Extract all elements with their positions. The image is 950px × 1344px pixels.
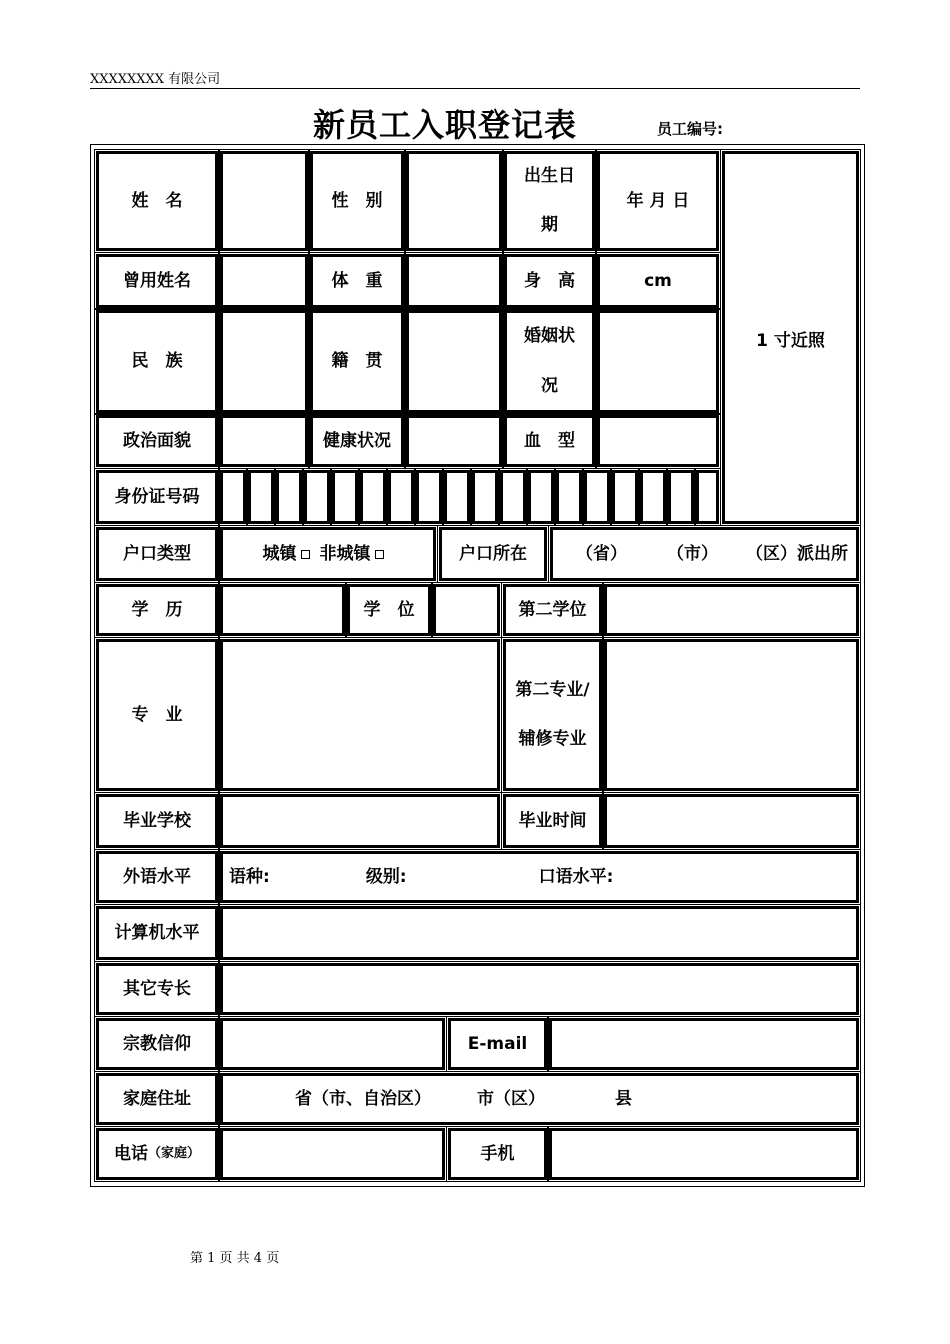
input-name[interactable] — [220, 151, 308, 251]
label-computer: 计算机水平 — [96, 906, 218, 960]
label-native-place: 籍 贯 — [310, 310, 404, 413]
label-other-skills: 其它专长 — [96, 963, 218, 1015]
label-grad-time: 毕业时间 — [503, 794, 602, 848]
id-digit-cell[interactable] — [472, 470, 498, 524]
label-email: E-mail — [448, 1018, 547, 1070]
company-name: XXXXXXXX 有限公司 — [90, 72, 221, 87]
label-height: 身 高 — [504, 254, 595, 308]
input-other-skills[interactable] — [220, 963, 859, 1015]
hukou-province: （省） — [576, 543, 627, 564]
id-digit-cell[interactable] — [584, 470, 610, 524]
employee-no-label: 员工编号: — [657, 120, 723, 138]
home-phone-text: 电话 — [113, 1143, 148, 1164]
label-former-name: 曾用姓名 — [96, 254, 218, 308]
label-second-major: 第二专业/辅修专业 — [503, 639, 602, 791]
label-mobile: 手机 — [448, 1128, 547, 1180]
input-computer[interactable] — [220, 906, 859, 960]
id-digit-cell[interactable] — [360, 470, 386, 524]
id-digit-cell[interactable] — [220, 470, 246, 524]
addr-county: 县 — [615, 1088, 632, 1109]
input-political[interactable] — [220, 415, 308, 467]
id-digit-cell[interactable] — [444, 470, 470, 524]
label-blood: 血 型 — [504, 415, 595, 467]
label-id-number: 身份证号码 — [96, 470, 218, 524]
label-home-address: 家庭住址 — [96, 1073, 218, 1125]
page-footer: 第 1 页 共 4 页 — [190, 1251, 280, 1266]
label-ethnicity: 民 族 — [96, 310, 218, 413]
label-name: 姓 名 — [96, 151, 218, 251]
form-title: 新员工入职登记表 — [313, 106, 578, 144]
label-major: 专 业 — [96, 639, 218, 791]
id-digit-cell[interactable] — [612, 470, 638, 524]
input-former-name[interactable] — [220, 254, 308, 308]
id-digit-cell[interactable] — [640, 470, 666, 524]
label-religion: 宗教信仰 — [96, 1018, 218, 1070]
lang-level-label: 级别: — [365, 866, 407, 887]
input-grad-time[interactable] — [604, 794, 859, 848]
oral-level-label: 口语水平: — [538, 866, 614, 887]
input-home-address[interactable] — [220, 1073, 859, 1125]
photo-box[interactable]: 1 寸近照 — [722, 151, 859, 524]
input-height[interactable]: cm — [597, 254, 719, 308]
checkbox-rural[interactable] — [375, 550, 384, 559]
input-blood[interactable] — [597, 415, 719, 467]
label-weight: 体 重 — [310, 254, 404, 308]
home-phone-note: （家庭） — [147, 1145, 200, 1161]
input-major[interactable] — [220, 639, 500, 791]
id-digit-cell[interactable] — [500, 470, 526, 524]
id-digit-cell[interactable] — [696, 470, 719, 524]
checkbox-urban[interactable] — [301, 550, 310, 559]
input-marital[interactable] — [597, 310, 719, 413]
label-gender: 性 别 — [310, 151, 404, 251]
id-digit-cell[interactable] — [304, 470, 330, 524]
input-foreign-lang[interactable] — [220, 851, 859, 903]
input-second-major[interactable] — [604, 639, 859, 791]
label-degree: 学 位 — [347, 584, 431, 636]
input-religion[interactable] — [220, 1018, 445, 1070]
input-health[interactable] — [406, 415, 502, 467]
input-weight[interactable] — [406, 254, 502, 308]
id-digit-cell[interactable] — [416, 470, 442, 524]
option-rural[interactable]: 非城镇 — [319, 543, 371, 564]
company-header — [90, 68, 860, 89]
input-email[interactable] — [549, 1018, 859, 1070]
addr-province: 省（市、自治区） — [295, 1088, 431, 1109]
id-digit-cell[interactable] — [528, 470, 554, 524]
label-birth: 出生日期 — [504, 151, 595, 251]
label-health: 健康状况 — [310, 415, 404, 467]
hukou-district: （区）派出所 — [746, 543, 848, 564]
input-school[interactable] — [220, 794, 500, 848]
label-school: 毕业学校 — [96, 794, 218, 848]
label-hukou-location: 户口所在 — [439, 527, 547, 581]
label-hukou-type: 户口类型 — [96, 527, 218, 581]
id-digit-cell[interactable] — [276, 470, 302, 524]
input-ethnicity[interactable] — [220, 310, 308, 413]
id-digit-cell[interactable] — [248, 470, 274, 524]
input-education[interactable] — [220, 584, 345, 636]
hukou-type-options — [220, 527, 436, 581]
input-gender[interactable] — [406, 151, 502, 251]
input-home-phone[interactable] — [220, 1128, 445, 1180]
input-mobile[interactable] — [549, 1128, 859, 1180]
input-native-place[interactable] — [406, 310, 502, 413]
label-education: 学 历 — [96, 584, 218, 636]
input-birth[interactable]: 年 月 日 — [597, 151, 719, 251]
label-foreign-lang: 外语水平 — [96, 851, 218, 903]
hukou-city: （市） — [667, 543, 718, 564]
input-second-degree[interactable] — [604, 584, 859, 636]
id-digit-cell[interactable] — [668, 470, 694, 524]
id-digit-cell[interactable] — [388, 470, 414, 524]
id-digit-cell[interactable] — [332, 470, 358, 524]
id-digit-cell[interactable] — [556, 470, 582, 524]
label-second-degree: 第二学位 — [503, 584, 602, 636]
label-home-phone — [96, 1128, 218, 1180]
option-urban[interactable]: 城镇 — [262, 543, 297, 564]
input-hukou-location[interactable] — [550, 527, 859, 581]
input-degree[interactable] — [433, 584, 500, 636]
label-marital: 婚姻状况 — [504, 310, 595, 413]
addr-city: 市（区） — [477, 1088, 545, 1109]
label-political: 政治面貌 — [96, 415, 218, 467]
lang-type-label: 语种: — [229, 866, 270, 887]
